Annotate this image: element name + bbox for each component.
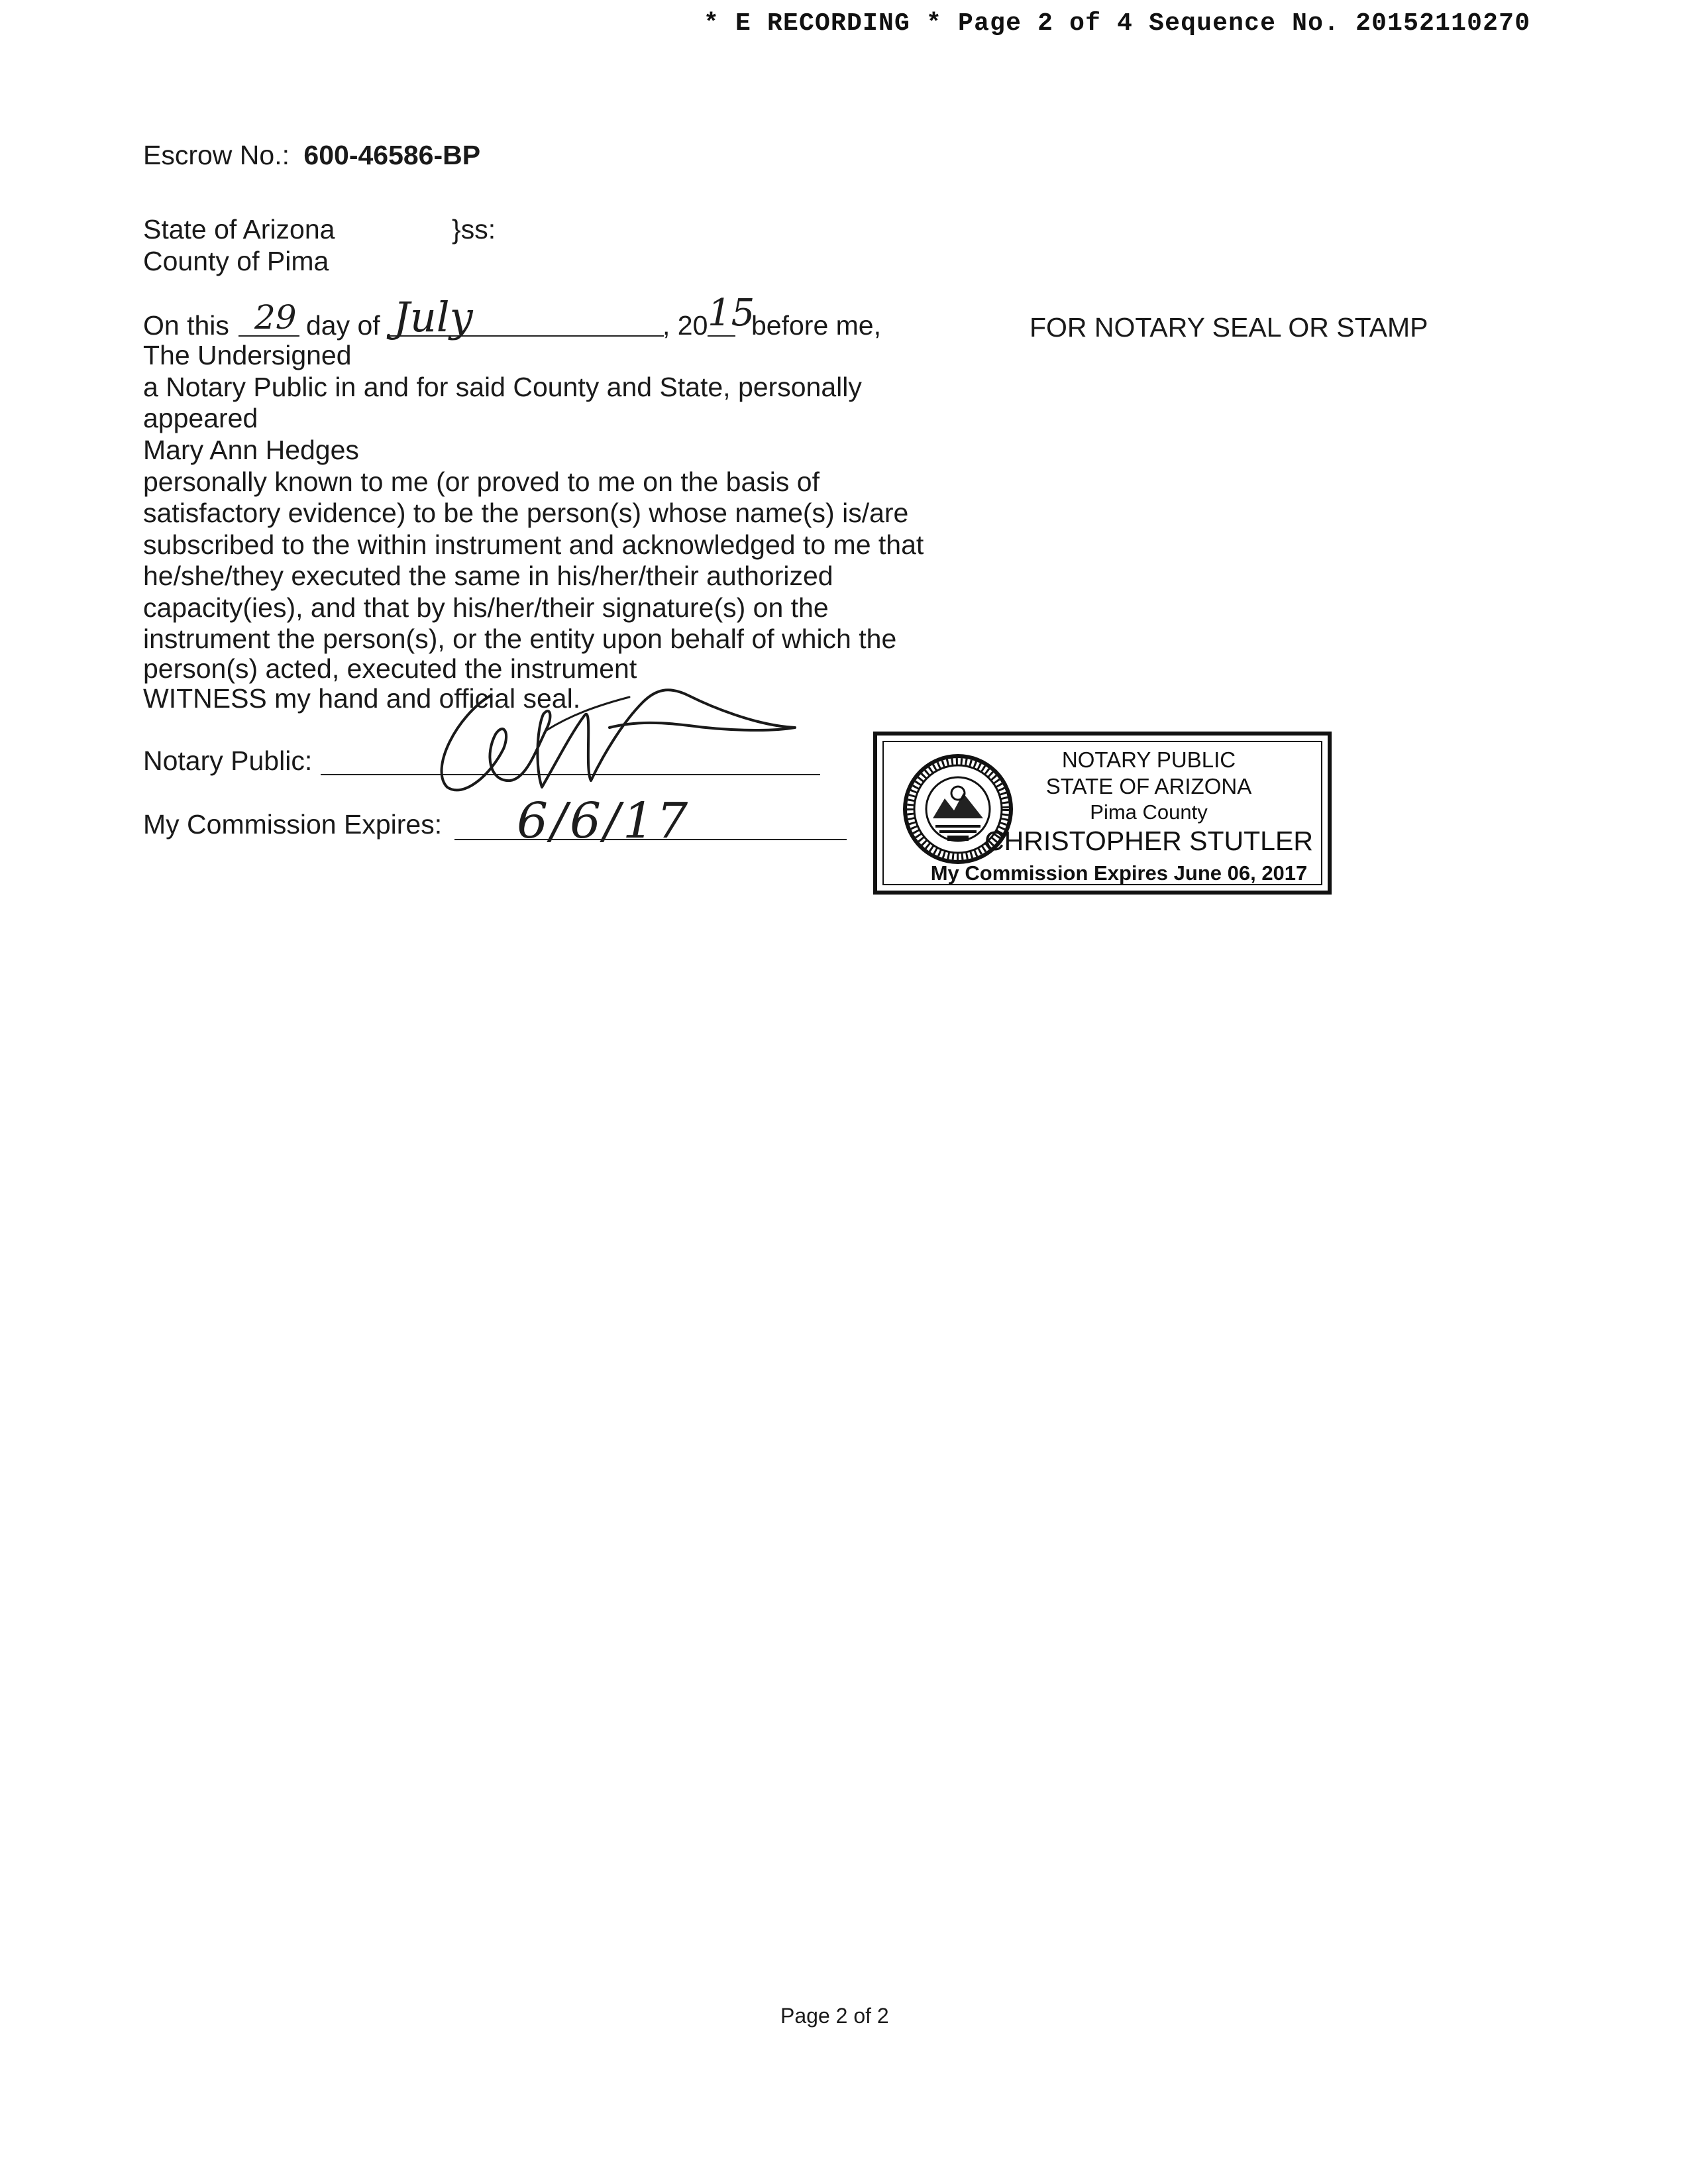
handwritten-day: 29	[254, 298, 297, 337]
ack-line-3: a Notary Public in and for said County and State, personally	[143, 372, 862, 402]
ack-line-13: WITNESS my hand and official seal.	[143, 683, 581, 714]
ack-line-9: he/she/they executed the same in his/her/their authorized	[143, 561, 833, 591]
handwritten-commission-date: 6/6/17	[517, 792, 691, 849]
before-me-label: before me,	[751, 310, 881, 341]
stamp-county: Pima County	[1090, 800, 1208, 824]
page-footer: Page 2 of 2	[780, 2004, 889, 2028]
year-prefix: , 20	[662, 310, 708, 341]
year-blank-line	[708, 335, 735, 337]
ack-line-4: appeared	[143, 403, 258, 433]
ack-line-12: person(s) acted, executed the instrument	[143, 653, 637, 684]
on-this-label: On this	[143, 310, 229, 341]
ack-line-2: The Undersigned	[143, 340, 352, 370]
stamp-title: NOTARY PUBLIC	[1061, 747, 1236, 772]
escrow-number: 600-46586-BP	[303, 140, 481, 170]
ack-line-11: instrument the person(s), or the entity upon behalf of which the	[143, 624, 897, 654]
venue-county: County of Pima	[143, 246, 329, 276]
ack-line-7: satisfactory evidence) to be the person(s) whose name(s) is/are	[143, 498, 909, 528]
ack-line-5: Mary Ann Hedges	[143, 435, 359, 465]
notary-signature	[411, 669, 822, 795]
stamp-expiration: My Commission Expires June 06, 2017	[930, 861, 1308, 885]
seal-area-label: FOR NOTARY SEAL OR STAMP	[1030, 312, 1428, 343]
notary-public-label: Notary Public:	[143, 745, 313, 776]
stamp-state: STATE OF ARIZONA	[1045, 774, 1252, 798]
ack-line-6: personally known to me (or proved to me on the basis of	[143, 466, 820, 497]
state-seal-icon	[901, 752, 1015, 866]
handwritten-month: July	[394, 293, 473, 341]
handwritten-year: 15	[708, 292, 755, 335]
ack-line-8: subscribed to the within instrument and acknowledged to me that	[143, 529, 924, 560]
venue-state: State of Arizona	[143, 214, 335, 245]
commission-expires-label: My Commission Expires:	[143, 809, 443, 840]
recording-header: * E RECORDING * Page 2 of 4 Sequence No. 20152110270	[704, 9, 1531, 38]
day-of-label: day of	[306, 310, 380, 341]
ack-line-10: capacity(ies), and that by his/her/their signature(s) on the	[143, 592, 829, 623]
escrow-label: Escrow No.:	[143, 140, 290, 170]
escrow-line	[143, 139, 480, 171]
venue-ss: }ss:	[452, 214, 496, 245]
stamp-notary-name: CHRISTOPHER STUTLER	[984, 826, 1313, 856]
